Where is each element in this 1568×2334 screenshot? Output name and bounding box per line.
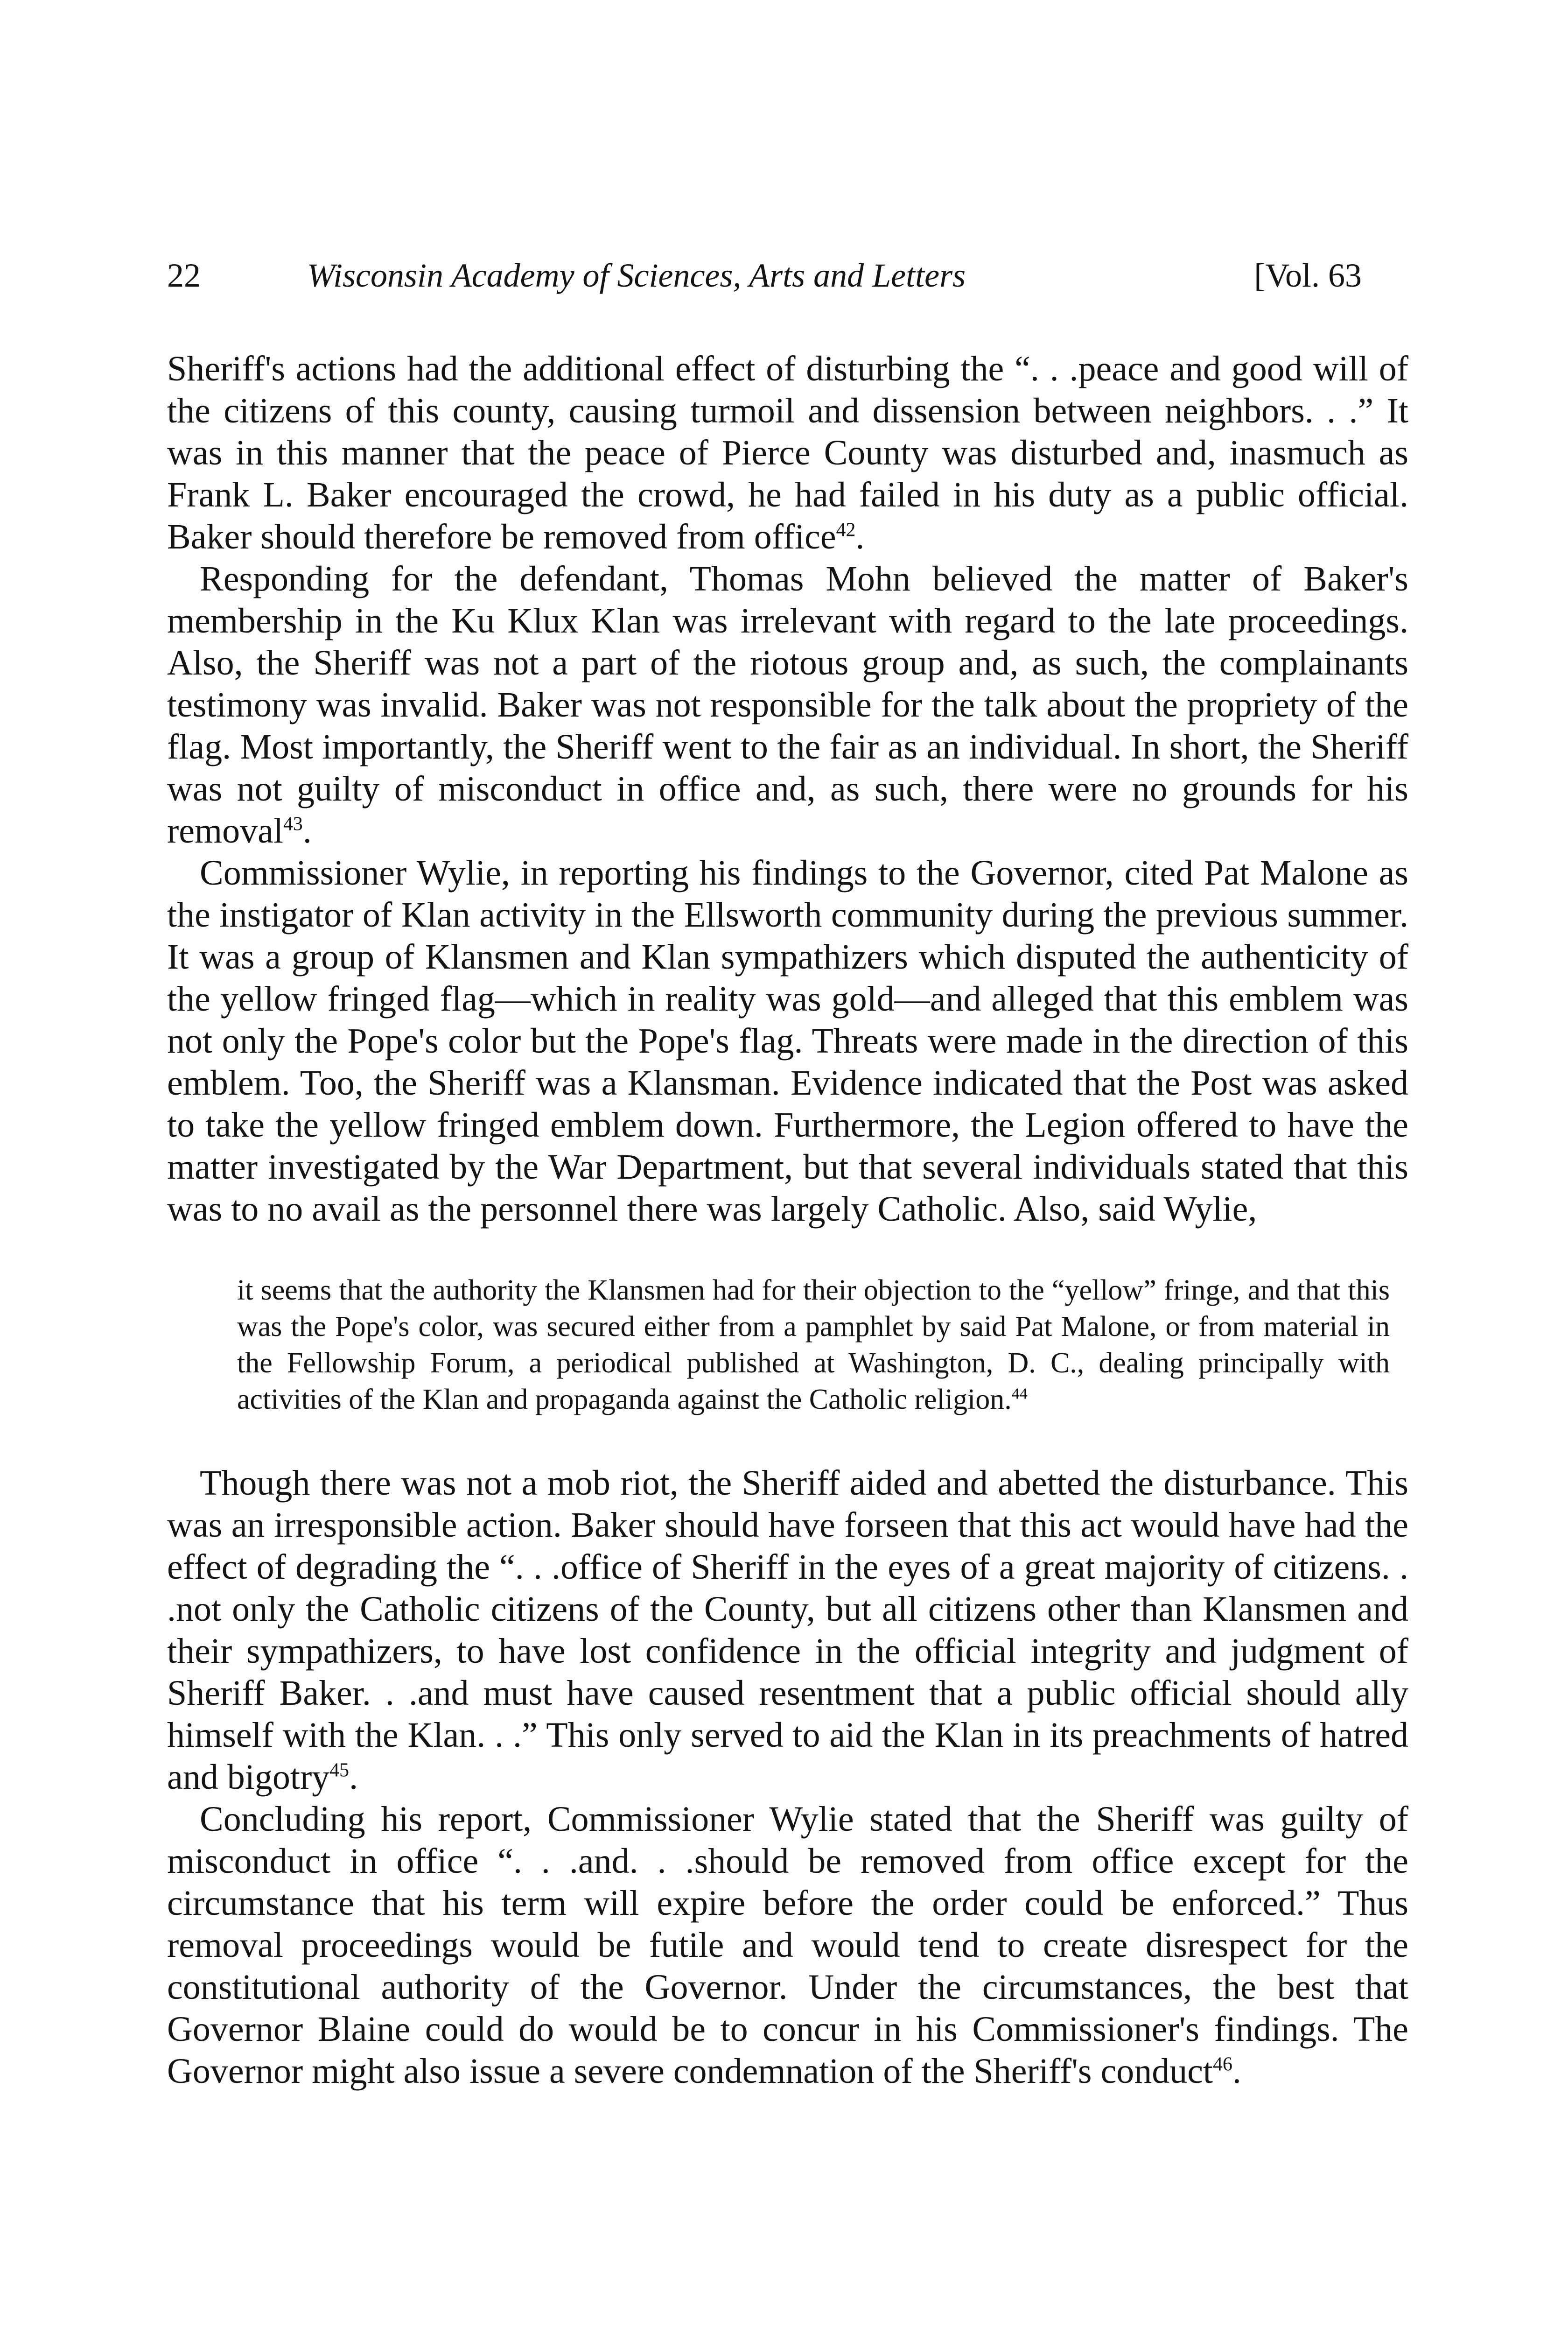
footnote-ref-44: 44 bbox=[1011, 1385, 1028, 1403]
article-body bbox=[167, 348, 1408, 2092]
footnote-ref-43: 43 bbox=[283, 813, 303, 835]
journal-title: Wisconsin Academy of Sciences, Arts and Letters bbox=[307, 257, 966, 294]
footnote-ref-42: 42 bbox=[836, 519, 856, 541]
running-header bbox=[167, 254, 1362, 296]
paragraph-4: Though there was not a mob riot, the Sheriff aided and abetted the disturbance. This was an irresponsible action. Baker should have forseen that this act would have had the effect of degrading the “. . .office of Sheriff in the eyes of a great majority of citizens. . .not only the Catholic citizens of the County, but all citizens other than Klansmen and their sympathizers, to have lost confidence in the official integrity and judgment of Sheriff Baker. . .and must have caused resentment that a public official should ally himself with the Klan. . .” This only served to aid the Klan in its preachments of hatred and bigotry$^{45}$. bbox=[167, 1463, 1408, 1797]
page-number: 22 bbox=[167, 257, 201, 294]
paragraph-1: Sheriff's actions had the additional effect of disturbing the “. . .peace and good will of the citizens of this county, causing turmoil and dissension between neighbors. . .” It was in this manner that the peace of Pierce County was disturbed and, inasmuch as Frank L. Baker encouraged the crowd, he had failed in his duty as a public official. Baker should therefore be removed from office$^{42}$. bbox=[167, 349, 1408, 556]
paragraph-2: Responding for the defendant, Thomas Mohn believed the matter of Baker's membership in the Ku Klux Klan was irrelevant with regard to the late proceedings. Also, the Sheriff was not a part of the riotous group and, as such, the complainants testimony was invalid. Baker was not responsible for the talk about the propriety of the flag. Most importantly, the Sheriff went to the fair as an individual. In short, the Sheriff was not guilty of misconduct in office and, as such, there were no grounds for his removal$^{43}$. bbox=[167, 559, 1408, 851]
block-quote: it seems that the authority the Klansmen had for their objection to the “yellow” fringe, and that this was the Pope's color, was secured either from a pamphlet by said Pat Malone, or from material in the Fellowship Forum, a periodical published at Washington, D. C., dealing principally with activities of the Klan and propaganda against the Catholic religion.$^{44}$ bbox=[237, 1274, 1390, 1415]
paragraph-5: Concluding his report, Commissioner Wylie stated that the Sheriff was guilty of misconduct in office “. . .and. . .should be removed from office except for the circumstance that his term will expire before the order could be enforced.” Thus removal proceedings would be futile and would tend to create disrespect for the constitutional authority of the Governor. Under the circumstances, the best that Governor Blaine could do would be to concur in his Commissioner's findings. The Governor might also issue a severe condemnation of the Sheriff's conduct$^{46}$. bbox=[167, 1800, 1408, 2091]
volume-label: [Vol. 63 bbox=[1254, 257, 1362, 294]
paragraph-3: Commissioner Wylie, in reporting his findings to the Governor, cited Pat Malone as the instigator of Klan activity in the Ellsworth community during the previous summer. It was a group of Klansmen and Klan sympathizers which disputed the authenticity of the yellow fringed flag—which in reality was gold—and alleged that this emblem was not only the Pope's color but the Pope's flag. Threats were made in the direction of this emblem. Too, the Sheriff was a Klansman. Evidence indicated that the Post was asked to take the yellow fringed emblem down. Furthermore, the Legion offered to have the matter investigated by the War Department, but that several individuals stated that this was to no avail as the personnel there was largely Catholic. Also, said Wylie, bbox=[167, 853, 1408, 1229]
footnote-ref-45: 45 bbox=[329, 1759, 350, 1781]
footnote-ref-46: 46 bbox=[1213, 2053, 1232, 2075]
